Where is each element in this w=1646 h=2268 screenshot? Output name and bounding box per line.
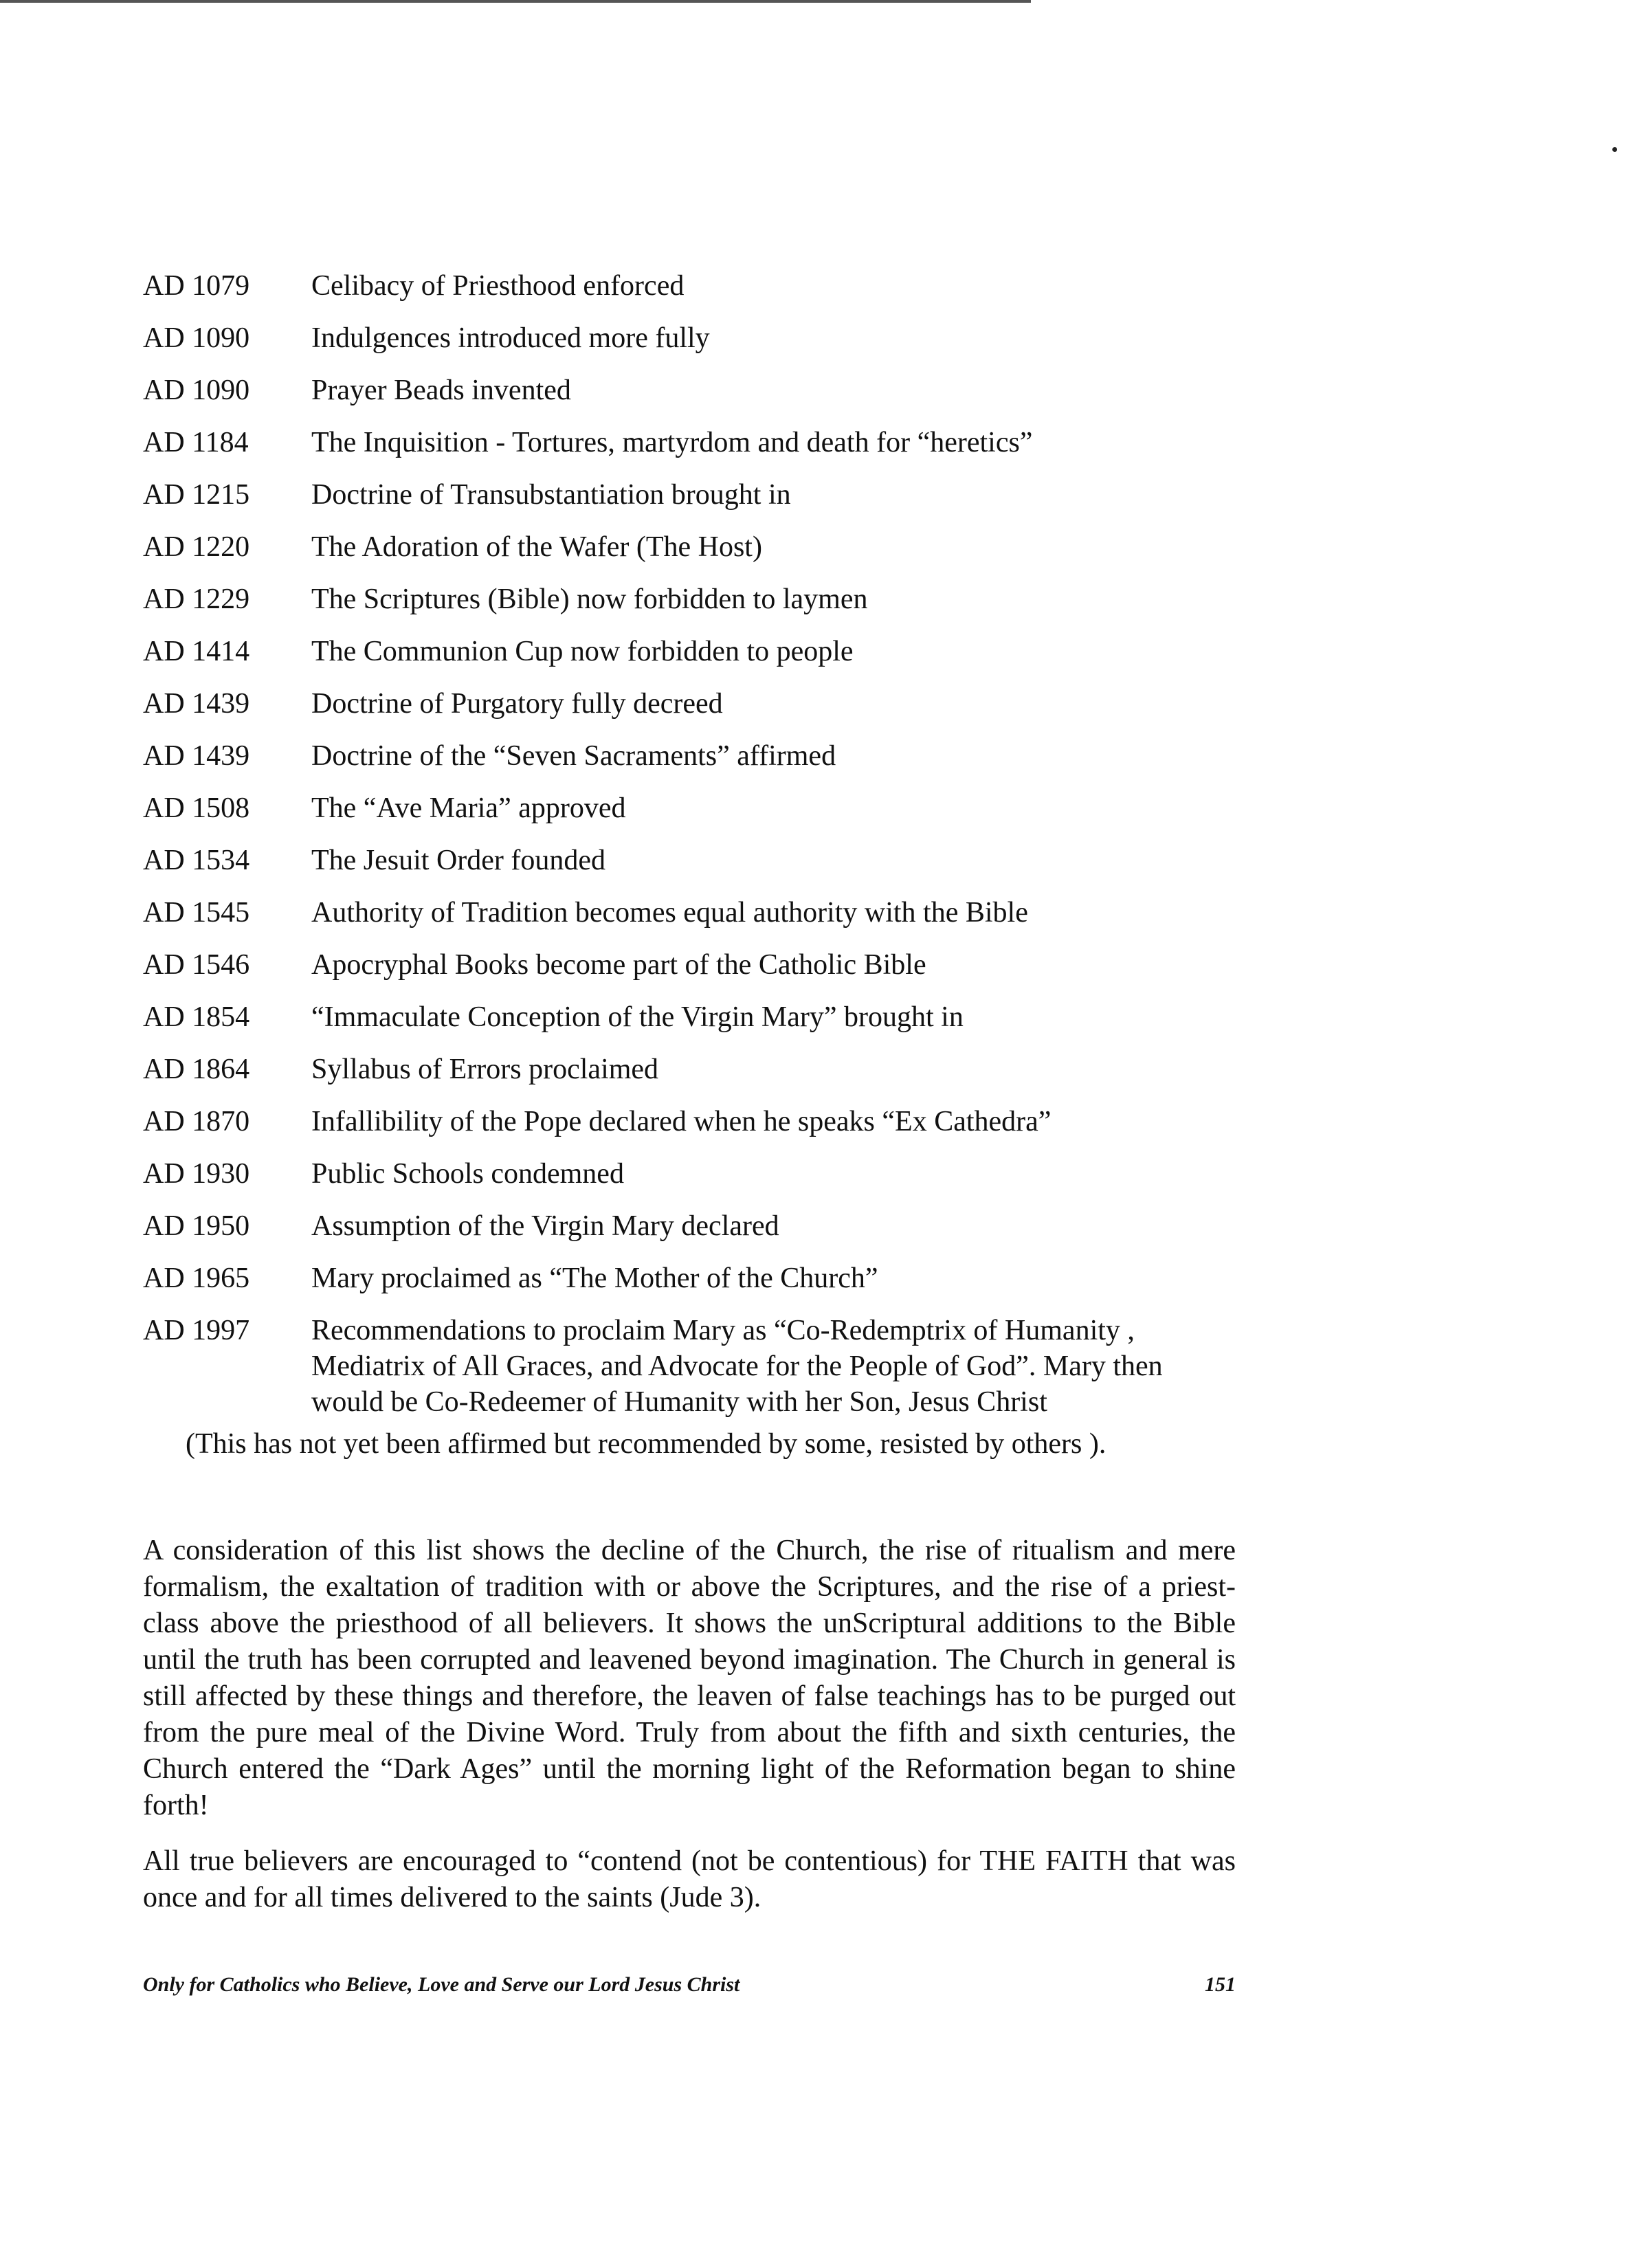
timeline-entry	[143, 947, 1243, 999]
timeline-year: AD 1184	[143, 427, 249, 458]
timeline-event: The Jesuit Order founded	[311, 845, 606, 876]
timeline-entry	[143, 1104, 1243, 1156]
timeline-entry	[143, 634, 1243, 686]
commentary-paragraph: All true believers are encouraged to “contend (not be contentious) for THE FAITH that was once and for all times delivered to the saints (Jude 3).	[143, 1845, 1236, 1913]
timeline-entry	[143, 1208, 1243, 1260]
timeline-event: Assumption of the Virgin Mary declared	[311, 1210, 779, 1242]
timeline-event: Public Schools condemned	[311, 1158, 624, 1190]
timeline-event: Doctrine of Transubstantiation brought in	[311, 479, 791, 511]
timeline-entry	[143, 686, 1243, 738]
timeline-year: AD 1545	[143, 897, 250, 929]
timeline-event: Celibacy of Priesthood enforced	[311, 270, 685, 302]
timeline-entry	[143, 738, 1243, 790]
timeline-year: AD 1079	[143, 270, 250, 302]
timeline-entry	[143, 790, 1243, 843]
timeline-year: AD 1854	[143, 1001, 250, 1033]
timeline-entry	[143, 1052, 1243, 1104]
footer-title: Only for Catholics who Believe, Love and Serve our Lord Jesus Christ	[143, 1973, 740, 1996]
timeline-year: AD 1864	[143, 1054, 250, 1085]
timeline-event: The Communion Cup now forbidden to people	[311, 636, 854, 667]
timeline-entry	[143, 895, 1243, 947]
top-scan-rule	[0, 0, 1031, 3]
timeline-entry	[143, 477, 1243, 529]
commentary	[143, 1533, 1236, 1935]
timeline-year: AD 1090	[143, 375, 250, 406]
timeline-event: Authority of Tradition becomes equal authority with the Bible	[311, 897, 1028, 929]
timeline-entry	[143, 425, 1243, 477]
timeline-entry	[143, 529, 1243, 581]
timeline-year: AD 1220	[143, 531, 250, 563]
timeline-event: Apocryphal Books become part of the Catholic Bible	[311, 949, 926, 981]
timeline-year: AD 1950	[143, 1210, 250, 1242]
timeline-entry	[143, 268, 1243, 320]
timeline-year: AD 1439	[143, 740, 250, 772]
timeline-year: AD 1090	[143, 322, 250, 354]
scan-speck	[1612, 147, 1617, 152]
timeline-year: AD 1546	[143, 949, 250, 981]
timeline-year: AD 1229	[143, 583, 250, 615]
timeline-event: Prayer Beads invented	[311, 375, 571, 406]
timeline-entry	[143, 843, 1243, 895]
timeline-year: AD 1930	[143, 1158, 250, 1190]
timeline-entry	[143, 1313, 1243, 1420]
timeline-event: The Inquisition - Tortures, martyrdom and death for “heretics”	[311, 427, 1033, 458]
timeline-year: AD 1870	[143, 1106, 250, 1137]
timeline-entry	[143, 320, 1243, 373]
timeline-year: AD 1508	[143, 792, 250, 824]
page-footer	[143, 1971, 1236, 1999]
commentary-paragraph: A consideration of this list shows the decline of the Church, the rise of ritualism and mere formalism, the exaltation of tradition with or above the Scriptures, and the rise of a priest-class above the priesthood of all believers. It shows the unScriptural additions to the Bible until the truth has been corrupted and leavened beyond imagination. The Church in general is still affected by these things and therefore, the leaven of false teachings has to be purged out from the pure meal of the Divine Word. Truly from about the fifth and sixth centuries, the Church entered the “Dark Ages” until the morning light of the Reformation began to shine forth!	[143, 1535, 1236, 1821]
timeline-entry	[143, 581, 1243, 634]
timeline-event: Indulgences introduced more fully	[311, 322, 710, 354]
timeline-event: Syllabus of Errors proclaimed	[311, 1054, 659, 1085]
timeline-event: Mary proclaimed as “The Mother of the Church”	[311, 1263, 878, 1294]
timeline-event: Doctrine of Purgatory fully decreed	[311, 688, 723, 720]
timeline-event: “Immaculate Conception of the Virgin Mary” brought in	[311, 1001, 964, 1033]
timeline-list	[143, 268, 1243, 1435]
timeline-entry	[143, 999, 1243, 1052]
timeline-year: AD 1439	[143, 688, 250, 720]
page-number: 151	[1205, 1973, 1236, 1996]
timeline-event: Infallibility of the Pope declared when he speaks “Ex Cathedra”	[311, 1106, 1052, 1137]
timeline-year: AD 1534	[143, 845, 250, 876]
timeline-event: The Scriptures (Bible) now forbidden to laymen	[311, 583, 868, 615]
timeline-year: AD 1997	[143, 1315, 250, 1346]
timeline-event: The Adoration of the Wafer (The Host)	[311, 531, 762, 563]
timeline-entry	[143, 373, 1243, 425]
timeline-year: AD 1215	[143, 479, 250, 511]
timeline-event: The “Ave Maria” approved	[311, 792, 626, 824]
timeline-year: AD 1414	[143, 636, 250, 667]
timeline-event: Recommendations to proclaim Mary as “Co-Redemptrix of Humanity , Mediatrix of All Graces, and Advocate for the People of God”. Mary then would be Co-Redeemer of Humanity with her Son, Jesus Christ	[311, 1315, 1163, 1418]
timeline-entry	[143, 1156, 1243, 1208]
timeline-year: AD 1965	[143, 1263, 250, 1294]
timeline-note: (This has not yet been affirmed but recommended by some, resisted by others ).	[186, 1428, 1106, 1460]
timeline-event: Doctrine of the “Seven Sacraments” affirmed	[311, 740, 836, 772]
timeline-entry	[143, 1260, 1243, 1313]
